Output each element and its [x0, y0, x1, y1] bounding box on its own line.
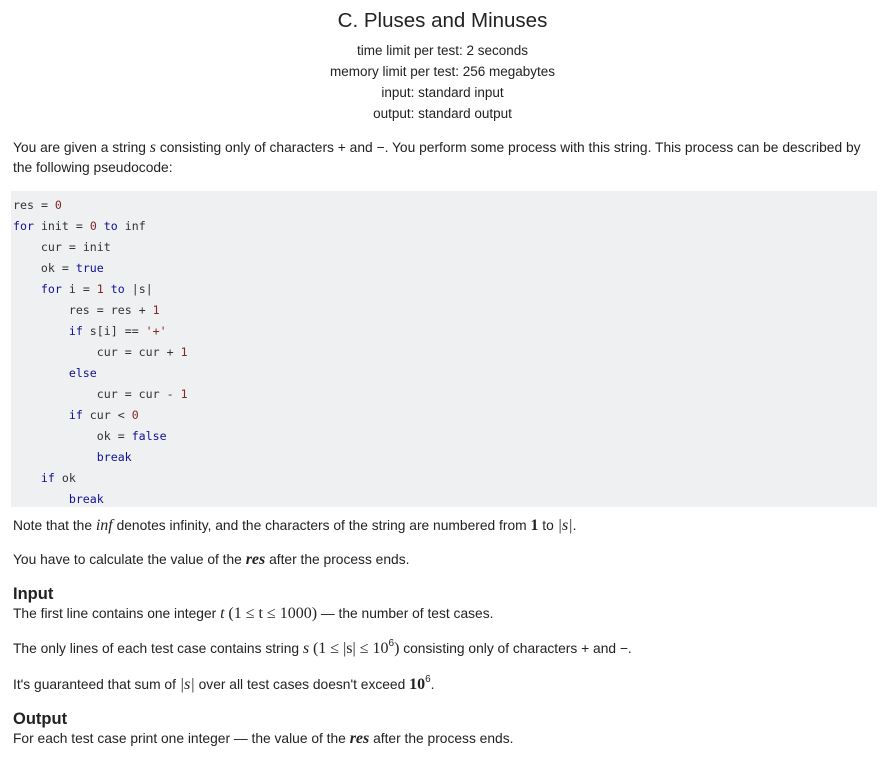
input-l2-text: The only lines of each test case contains string	[13, 641, 303, 656]
calc-paragraph	[13, 550, 873, 570]
code-line: break	[68, 492, 104, 506]
code-line: if cur < 0	[68, 408, 139, 422]
note-paragraph	[13, 516, 873, 536]
statement-intro	[13, 138, 873, 178]
math-one: 1	[530, 517, 539, 534]
code-line: cur = init	[40, 240, 111, 254]
math-t: t	[220, 605, 225, 622]
input-l3-text-cont: over all test cases doesn't exceed	[194, 677, 410, 692]
math-len-s: |s|	[557, 517, 573, 534]
input-l3-period: .	[430, 677, 435, 692]
math-exponent: 6	[425, 674, 431, 685]
code-line: res = 0	[13, 198, 62, 212]
code-line: cur = cur - 1	[96, 387, 188, 401]
code-line: ok = false	[96, 429, 167, 443]
input-line-3	[13, 675, 873, 695]
calc-text-cont: after the process ends.	[265, 552, 410, 567]
note-to: to	[538, 518, 558, 533]
math-exponent: 6	[388, 638, 395, 649]
code-line: cur = cur + 1	[96, 345, 188, 359]
time-limit: time limit per test: 2 seconds	[356, 43, 529, 58]
math-close-paren: )	[394, 640, 400, 657]
input-l2-text-cont: consisting only of characters + and −.	[399, 641, 632, 656]
input-line-2	[13, 639, 873, 659]
input-l1-text: The first line contains one integer	[13, 606, 221, 621]
math-inf: inf	[95, 517, 113, 534]
input-line-1	[13, 604, 873, 624]
input-heading: Input	[13, 585, 54, 603]
math-len-s: |s|	[179, 676, 195, 693]
output-text-cont: after the process ends.	[369, 731, 514, 746]
output-line-1	[13, 729, 873, 749]
code-line: res = res + 1	[68, 303, 160, 317]
pseudocode-block	[11, 191, 877, 507]
note-text-cont: denotes infinity, and the characters of the string are numbered from	[112, 518, 531, 533]
code-line: else	[68, 366, 97, 380]
math-res: res	[349, 730, 370, 747]
code-line: for init = 0 to inf	[13, 219, 146, 233]
output-text: For each test case print one integer — the value of the	[13, 731, 350, 746]
intro-text-cont: consisting only of characters + and −. You perform some process with this string. This process can be described by the following pseudocode:	[13, 140, 861, 175]
calc-text: You have to calculate the value of the	[13, 552, 246, 567]
intro-text: You are given a string	[13, 140, 150, 155]
memory-limit: memory limit per test: 256 megabytes	[329, 64, 556, 79]
math-s-range: (1 ≤ |s| ≤ 10	[312, 640, 389, 657]
note-text: Note that the	[13, 518, 96, 533]
input-l3-text: It's guaranteed that sum of	[13, 677, 180, 692]
math-s: s	[149, 139, 157, 156]
code-line: for i = 1 to |s|	[40, 282, 153, 296]
math-t-range: (1 ≤ t ≤ 1000)	[228, 605, 318, 622]
output-heading: Output	[13, 710, 68, 728]
input-l1-text-cont: — the number of test cases.	[317, 606, 494, 621]
math-s: s	[302, 640, 310, 657]
note-period: .	[572, 518, 577, 533]
code-line: if ok	[40, 471, 76, 485]
problem-title: C. Pluses and Minuses	[337, 9, 548, 32]
output-spec: output: standard output	[373, 106, 512, 121]
pseudocode	[11, 191, 877, 510]
code-line: break	[96, 450, 132, 464]
code-line: if s[i] == '+'	[68, 324, 167, 338]
input-spec: input: standard input	[381, 85, 504, 100]
code-line: ok = true	[40, 261, 104, 275]
math-res: res	[245, 551, 266, 568]
math-bound: 10	[409, 676, 426, 693]
